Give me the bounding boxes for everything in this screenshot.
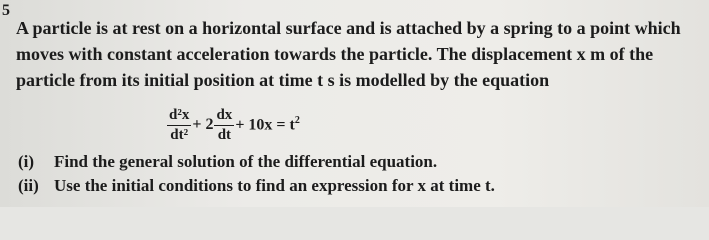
question-part-i bbox=[18, 152, 437, 172]
fraction-numerator: d²x bbox=[169, 106, 190, 123]
question-text-line-1: A particle is at rest on a horizontal surface and is attached by a spring to a point which bbox=[16, 18, 681, 38]
question-text-line-2: moves with constant acceleration towards the particle. The displacement x m of the bbox=[16, 44, 654, 64]
part-text: Find the general solution of the differential equation. bbox=[54, 152, 438, 171]
part-label: (i) bbox=[18, 152, 35, 171]
differential-equation bbox=[166, 103, 300, 147]
fraction-bar bbox=[214, 125, 234, 126]
equation-rest: + 10x = t bbox=[235, 116, 295, 134]
question-part-ii bbox=[18, 176, 495, 196]
question-number: 5 bbox=[2, 2, 10, 19]
part-text: Use the initial conditions to find an expression for x at time t. bbox=[54, 176, 495, 195]
part-label: (ii) bbox=[18, 176, 39, 195]
first-derivative-fraction bbox=[214, 108, 234, 143]
fraction-denominator: dt bbox=[217, 126, 232, 143]
question-text-line-3: particle from its initial position at time t s is modelled by the equation bbox=[16, 70, 550, 90]
fraction-numerator: dx bbox=[216, 106, 233, 123]
fraction-bar bbox=[167, 125, 191, 126]
equation-exponent: 2 bbox=[294, 115, 300, 127]
equation-right-part bbox=[235, 115, 300, 134]
fraction-denominator: dt² bbox=[170, 126, 189, 143]
second-derivative-fraction bbox=[167, 108, 191, 143]
equation-plus-coefficient: + 2 bbox=[192, 116, 214, 133]
